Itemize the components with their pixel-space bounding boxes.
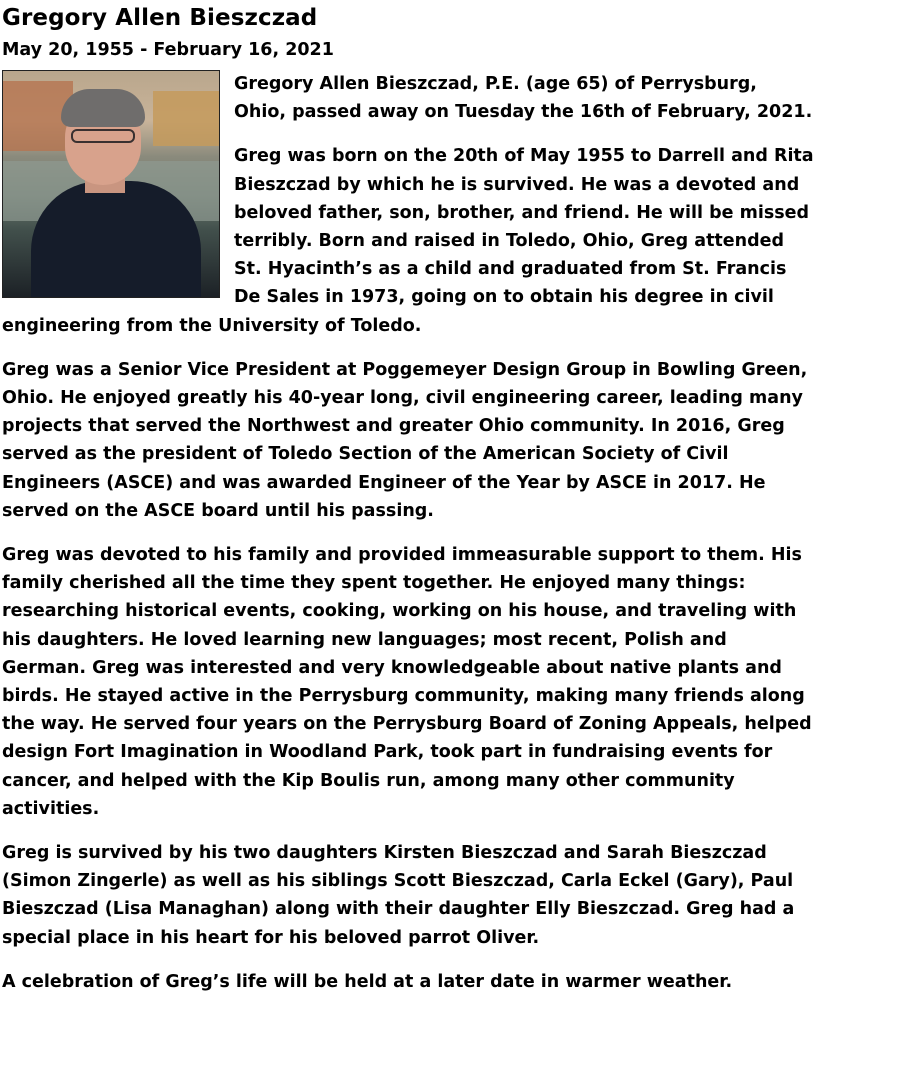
paragraph-intro: Gregory Allen Bieszczad, P.E. (age 65) of Perrysburg, Ohio, passed away on Tuesday the 16th of February, 2021. [234, 74, 813, 123]
portrait-photo [2, 70, 220, 298]
paragraph-celebration: A celebration of Greg’s life will be held at a later date in warmer weather. [2, 971, 733, 992]
paragraph-early-life: Greg was born on the 20th of May 1955 to Darrell and Rita Bieszczad by which he is survived. He was a devoted and beloved father, son, brother, and friend. He will be missed terribly. Born and raised in Toledo, Ohio, Greg attended St. Hyacinth’s as a child and graduated from St. Francis De Sales in 1973, going on to obtain his degree in civil engineering from the University of Toledo. [2, 146, 814, 336]
obituary-dates: May 20, 1955 - February 16, 2021 [2, 40, 334, 60]
paragraph-career: Greg was a Senior Vice President at Poggemeyer Design Group in Bowling Green, Ohio. He enjoyed greatly his 40-year long, civil engineering career, leading many projects that served the Northwest and greater Ohio community. In 2016, Greg served as the president of Toledo Section of the American Society of Civil Engineers (ASCE) and was awarded Engineer of the Year by ASCE in 2017. He served on the ASCE board until his passing. [2, 359, 808, 521]
paragraph-survivors: Greg is survived by his two daughters Kirsten Bieszczad and Sarah Bieszczad (Simon Zingerle) as well as his siblings Scott Bieszczad, Carla Eckel (Gary), Paul Bieszczad (Lisa Managhan) along with their daughter Elly Bieszczad. Greg had a special place in his heart for his beloved parrot Oliver. [2, 843, 795, 948]
obituary-title: Gregory Allen Bieszczad [2, 5, 318, 31]
obituary-body [2, 70, 814, 996]
paragraph-family-interests: Greg was devoted to his family and provided immeasurable support to them. His family cherished all the time they spent together. He enjoyed many things: researching historical events, cooking, working on his house, and traveling with his daughters. He loved learning new languages; most recent, Polish and German. Greg was interested and very knowledgeable about native plants and birds. He stayed active in the Perrysburg community, making many friends along the way. He served four years on the Perrysburg Board of Zoning Appeals, helped design Fort Imagination in Woodland Park, took part in fundraising events for cancer, and helped with the Kip Boulis run, among many other community activities. [2, 545, 812, 819]
obituary-page [2, 4, 814, 1012]
